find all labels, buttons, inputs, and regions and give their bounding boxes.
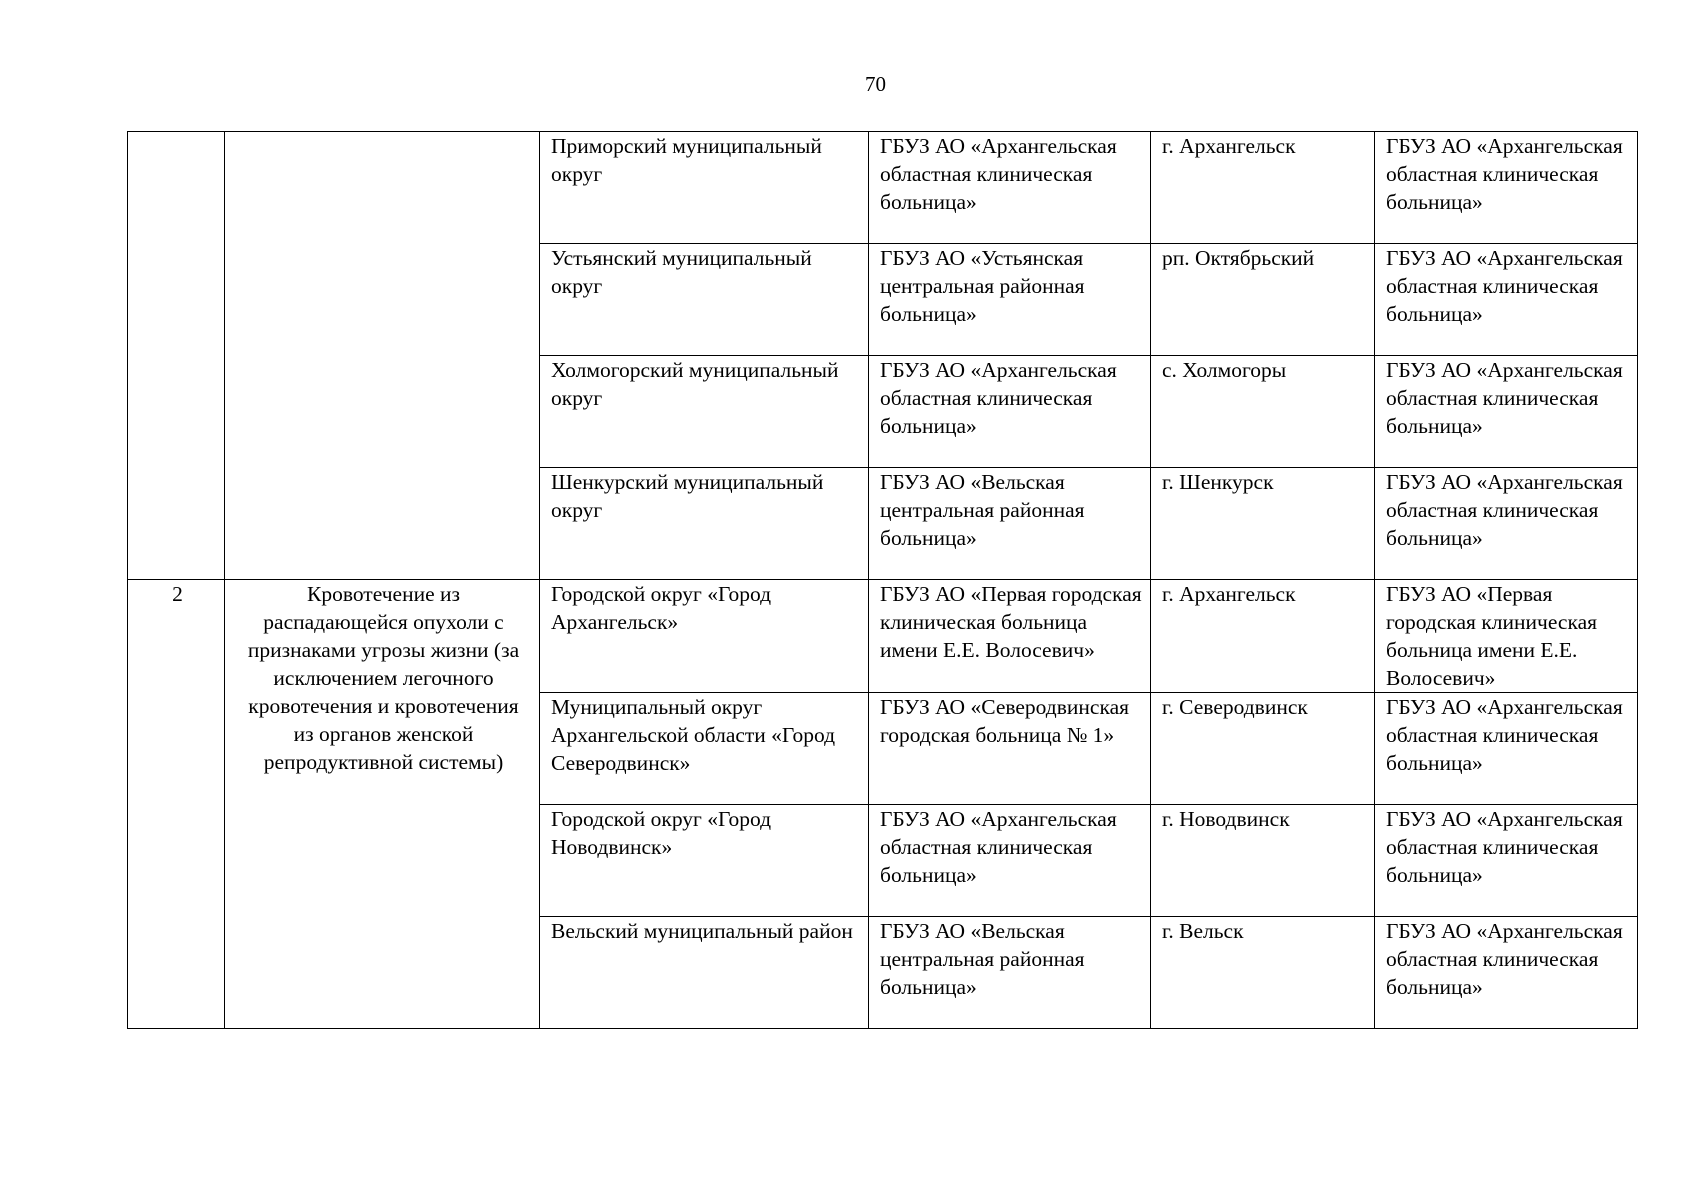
district-cell: Вельский муниципальный район [540,917,869,1029]
condition-cell: Кровотечение из распадающейся опухоли с признаками угрозы жизни (за исключением легочного кровотечения и кровотечения из органов женской репродуктивной системы) [225,580,540,1029]
table-row [128,580,1638,693]
row-number-cell: 2 [128,580,225,1029]
district-cell: Холмогорский муниципальный округ [540,356,869,468]
district-cell: Устьянский муниципальный округ [540,244,869,356]
locality-cell: рп. Октябрьский [1151,244,1375,356]
referral-cell: ГБУЗ АО «Архангельская областная клиническая больница» [1375,356,1638,468]
district-cell: Городской округ «Город Новодвинск» [540,805,869,917]
district-cell: Приморский муниципальный округ [540,132,869,244]
district-cell: Муниципальный округ Архангельской области «Город Северодвинск» [540,693,869,805]
referral-cell: ГБУЗ АО «Архангельская областная клиническая больница» [1375,917,1638,1029]
row-number-cell [128,132,225,580]
page-number: 70 [865,72,886,96]
institution-cell: ГБУЗ АО «Архангельская областная клиническая больница» [869,132,1151,244]
referral-cell: ГБУЗ АО «Первая городская клиническая больница имени Е.Е. Волосевич» [1375,580,1638,693]
condition-cell [225,132,540,580]
referral-cell: ГБУЗ АО «Архангельская областная клиническая больница» [1375,468,1638,580]
locality-cell: г. Вельск [1151,917,1375,1029]
routing-table [127,131,1638,1029]
referral-cell: ГБУЗ АО «Архангельская областная клиническая больница» [1375,244,1638,356]
locality-cell: г. Шенкурск [1151,468,1375,580]
locality-cell: г. Северодвинск [1151,693,1375,805]
table-row [128,132,1638,244]
institution-cell: ГБУЗ АО «Северодвинская городская больница № 1» [869,693,1151,805]
institution-cell: ГБУЗ АО «Устьянская центральная районная больница» [869,244,1151,356]
locality-cell: г. Архангельск [1151,132,1375,244]
referral-cell: ГБУЗ АО «Архангельская областная клиническая больница» [1375,693,1638,805]
institution-cell: ГБУЗ АО «Первая городская клиническая больница имени Е.Е. Волосевич» [869,580,1151,693]
referral-cell: ГБУЗ АО «Архангельская областная клиническая больница» [1375,805,1638,917]
locality-cell: г. Новодвинск [1151,805,1375,917]
institution-cell: ГБУЗ АО «Вельская центральная районная больница» [869,917,1151,1029]
institution-cell: ГБУЗ АО «Вельская центральная районная больница» [869,468,1151,580]
referral-cell: ГБУЗ АО «Архангельская областная клиническая больница» [1375,132,1638,244]
institution-cell: ГБУЗ АО «Архангельская областная клиническая больница» [869,805,1151,917]
district-cell: Городской округ «Город Архангельск» [540,580,869,693]
locality-cell: г. Архангельск [1151,580,1375,693]
institution-cell: ГБУЗ АО «Архангельская областная клиническая больница» [869,356,1151,468]
locality-cell: с. Холмогоры [1151,356,1375,468]
district-cell: Шенкурский муниципальный округ [540,468,869,580]
